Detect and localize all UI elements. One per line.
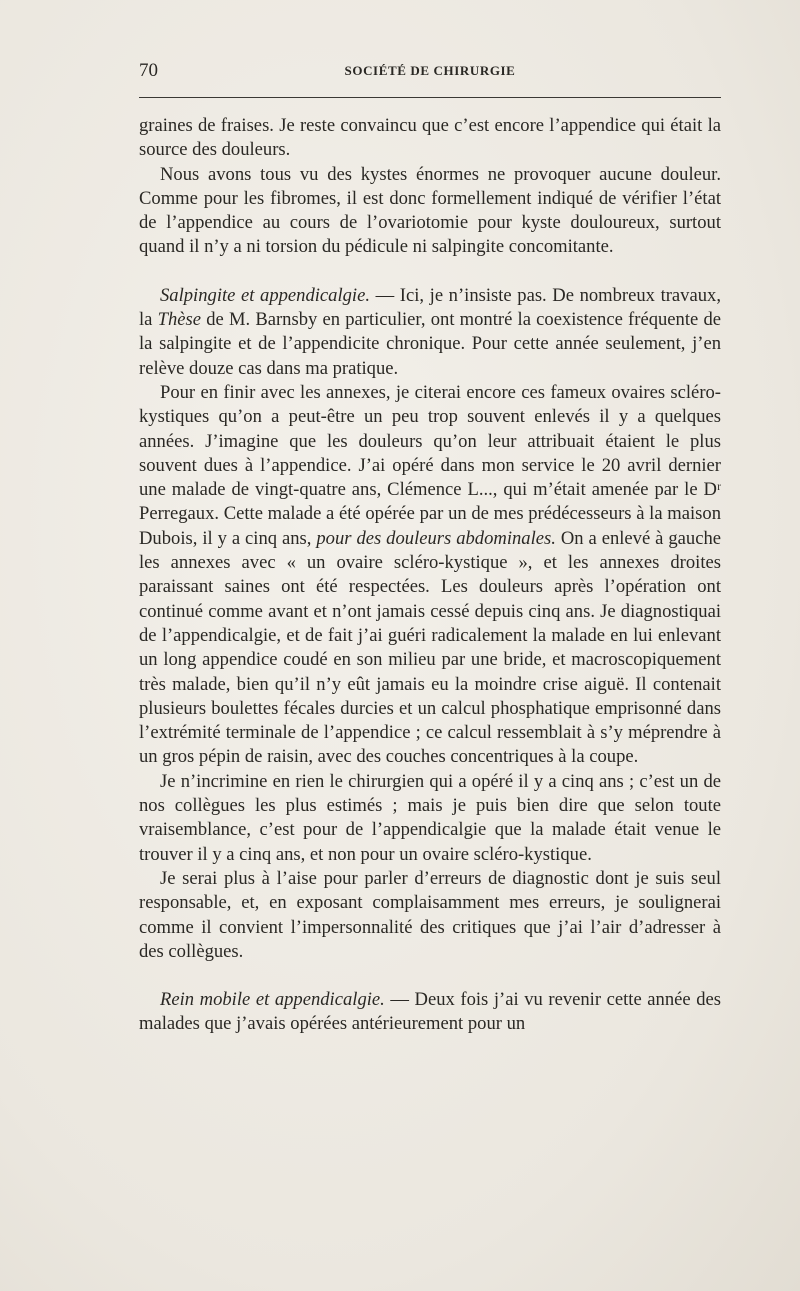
text-run: graines de fraises. Je reste convaincu que c’est encore l’appendice qui était la source des douleurs. — [139, 115, 721, 161]
italic-text: Salpingite et appendicalgie. — [160, 284, 370, 306]
text-run: Pour en finir avec les annexes, je citerai encore ces fameux ovaires scléro-kystiques qu’on a peut-être un peu trop souvent enlevés il y a quelques années. J’imagine que les douleurs qu’on leur attribuait étaient le plus souvent dues à l’appendice. J’ai opéré dans mon service le 20 avril dernier une malade de vingt-quatre ans, Clémence L..., qui m’était amenée par le Dʳ Perregaux. Cette malade a été opérée par un de mes prédécesseurs à la maison Dubois, il y a cinq ans, — [139, 381, 721, 549]
text-run: On a enlevé à gauche les annexes avec « un ovaire scléro-kystique », et les annexes droites paraissant saines ont été respectées. Les douleurs après l’opération ont continué comme avant et n’ont jamais cessé depuis cinq ans. Je diagnostiquai de l’appendicalgie, et de fait j’ai guéri radicalement la malade en lui enlevant un long appendice coudé en son milieu par une bride, et macroscopiquement très malade, bien qu’il n’y eût jamais eu la moindre crise aiguë. Il contenait plusieurs boulettes fécales durcies et un calcul phosphatique emprisonné dans l’extrémité terminale de l’appendice ; ce calcul ressemblait à s’y méprendre à un gros pépin de raisin, avec des couches concentriques à la coupe. — [139, 527, 722, 768]
header-rule — [139, 97, 721, 98]
text-run: — Deux fois j’ai vu revenir cette année des malades que j’avais opérées antérieurement pour un — [139, 989, 721, 1035]
paragraph — [139, 381, 721, 770]
body-text — [139, 114, 721, 1037]
italic-text: Rein mobile et appendicalgie. — [160, 989, 385, 1011]
text-run: de M. Barnsby en particulier, ont montré la coexistence fréquente de la salpingite et de l’appendicite chronique. Pour cette année seulement, j’en relève douze cas dans ma pratique. — [139, 309, 721, 379]
text-run: Nous avons tous vu des kystes énormes ne provoquer aucune douleur. Comme pour les fibromes, il est donc formellement indiqué de vérifier l’état de l’appendice au cours de l’ovariotomie pour kyste douloureux, surtout quand il n’y a ni torsion du pédicule ni salpingite concomitante. — [139, 163, 721, 258]
text-run: Je n’incrimine en rien le chirurgien qui a opéré il y a cinq ans ; c’est un de nos collègues les plus estimés ; mais je puis bien dire que selon toute vraisemblance, c’est pour de l’appendicalgie que la malade était venue le trouver il y a cinq ans, et non pour un ovaire scléro-kystique. — [139, 770, 721, 865]
italic-text: Thèse — [157, 309, 202, 331]
paragraph — [139, 770, 721, 867]
paragraph — [139, 114, 721, 163]
paragraph — [139, 163, 721, 260]
paragraph-rein-mobile — [139, 988, 721, 1037]
text-run: Je serai plus à l’aise pour parler d’erreurs de diagnostic dont je suis seul responsable, et, en exposant complaisamment mes erreurs, je soulignerai comme il convient l’impersonnalité des critiques que j’ai l’air d’adresser à des collègues. — [139, 867, 721, 962]
paragraph-salpingite — [139, 284, 721, 381]
page-number: 70 — [139, 60, 158, 81]
text-run: — Ici, je n’insiste pas. De nombreux travaux, la — [139, 284, 721, 331]
italic-text: pour des douleurs abdominales. — [316, 527, 556, 549]
paragraph — [139, 867, 721, 964]
page-header — [139, 60, 721, 84]
running-title: SOCIÉTÉ DE CHIRURGIE — [344, 63, 516, 78]
